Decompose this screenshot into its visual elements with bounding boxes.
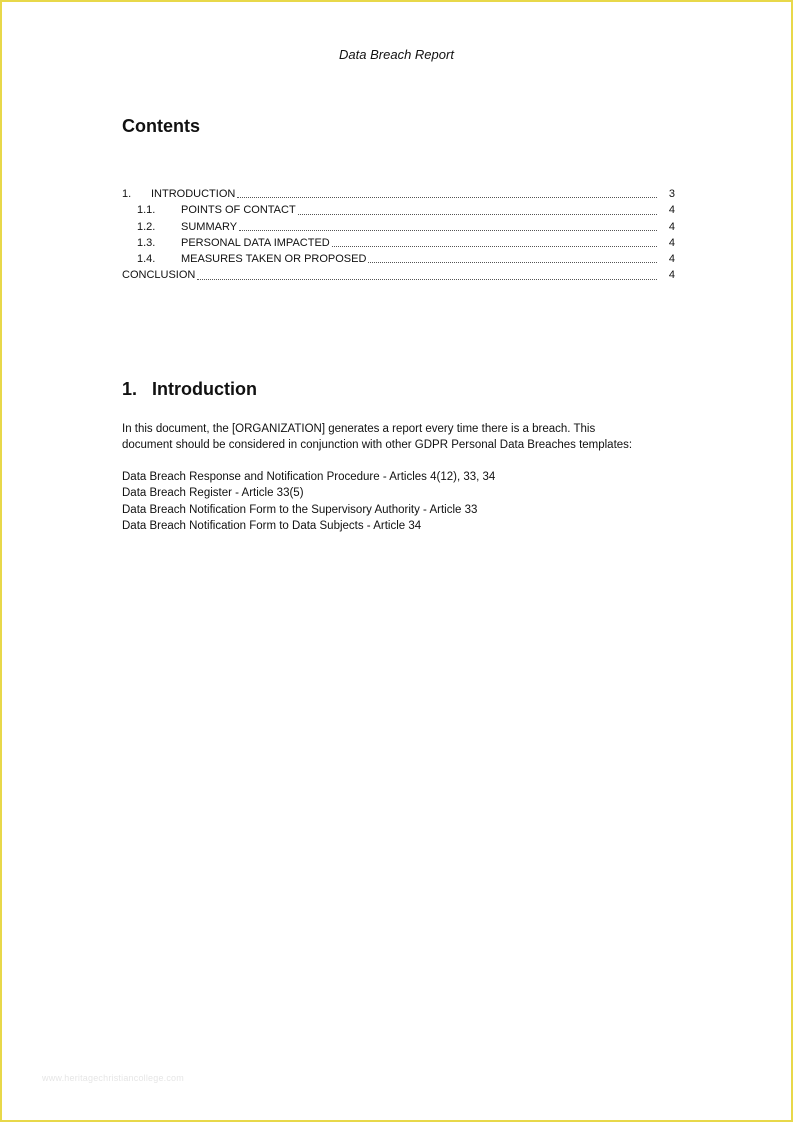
toc-entry-number: 1.2. (137, 220, 156, 233)
toc-entry-measures-taken[interactable] (122, 253, 675, 269)
toc-dot-leader (332, 245, 657, 247)
toc-entry-title: POINTS OF CONTACT (181, 204, 296, 217)
related-document-item: Data Breach Register - Article 33(5) (122, 487, 304, 500)
toc-entry-number: 1.1. (137, 204, 156, 217)
toc-entry-title: PERSONAL DATA IMPACTED (181, 236, 330, 249)
page-header-title: Data Breach Report (339, 47, 454, 62)
section-number: 1. (122, 379, 138, 399)
toc-entry-introduction[interactable] (122, 188, 675, 204)
toc-entry-points-of-contact[interactable] (122, 204, 675, 220)
toc-entry-summary[interactable] (122, 221, 675, 237)
toc-entry-page: 4 (668, 253, 675, 266)
contents-heading: Contents (122, 116, 200, 136)
toc-entry-number: 1. (122, 188, 132, 200)
paragraph-line: document should be considered in conjunction with other GDPR Personal Data Breaches templates: (122, 439, 633, 451)
toc-dot-leader (368, 261, 657, 263)
paragraph-line: In this document, the [ORGANIZATION] generates a report every time there is a breach. This (122, 423, 596, 435)
toc-dot-leader (298, 213, 657, 215)
related-document-item: Data Breach Response and Notification Procedure - Articles 4(12), 33, 34 (122, 471, 496, 483)
toc-entry-title: SUMMARY (181, 220, 238, 233)
section-heading-introduction (122, 379, 257, 400)
toc-dot-leader (197, 278, 657, 280)
toc-entry-number: 1.4. (137, 253, 156, 266)
toc-dot-leader (239, 229, 657, 231)
related-document-item: Data Breach Notification Form to Data Subjects - Article 34 (122, 519, 422, 532)
introduction-paragraph (122, 421, 682, 453)
toc-entry-conclusion[interactable] (122, 269, 675, 285)
toc-entry-page: 4 (668, 236, 675, 249)
watermark-text: www.heritagechristiancollege.com (42, 1073, 184, 1083)
related-documents-list (122, 469, 495, 534)
toc-entry-page: 4 (668, 269, 675, 282)
toc-dot-leader (237, 196, 657, 198)
related-document-item: Data Breach Notification Form to the Supervisory Authority - Article 33 (122, 503, 478, 516)
toc-entry-personal-data-impacted[interactable] (122, 237, 675, 253)
toc-entry-title: INTRODUCTION (151, 188, 236, 200)
toc-entry-number: 1.3. (137, 236, 156, 249)
toc-entry-page: 3 (668, 188, 675, 200)
table-of-contents (122, 188, 675, 286)
section-title: Introduction (152, 379, 257, 399)
toc-entry-page: 4 (668, 204, 675, 217)
toc-entry-title: CONCLUSION (122, 269, 196, 282)
toc-entry-page: 4 (668, 220, 675, 233)
toc-entry-title: MEASURES TAKEN OR PROPOSED (181, 253, 367, 266)
